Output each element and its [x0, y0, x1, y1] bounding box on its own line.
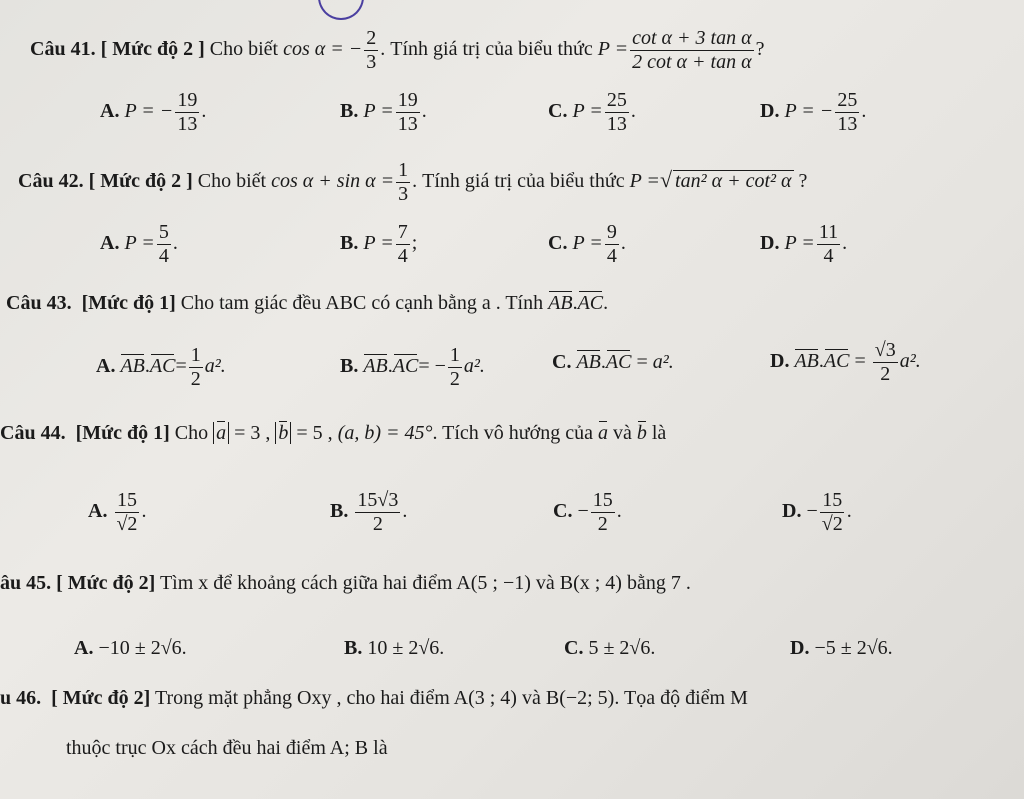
question-46-cont: thuộc trục Ox cách đều hai điểm A; B là — [66, 737, 388, 759]
option-a[interactable]: A. AB.AC= $\frac{1}{2}$ a². — [96, 344, 226, 390]
q-level: [ Mức độ 2 ] — [100, 38, 205, 61]
question-43: Câu 43. [Mức độ 1] Cho tam giác đều ABC có cạnh bằng a . Tính AB.AC. — [6, 292, 609, 314]
option-a[interactable]: A. $\frac{15}{√2}$ . — [88, 489, 147, 535]
option-b[interactable]: B. 10 ± 2√6. — [344, 637, 445, 659]
question-46: u 46. [ Mức độ 2] Trong mặt phẳng Oxy , cho hai điểm A(3 ; 4) và B(−2; 5). Tọa độ điểm M — [0, 687, 748, 709]
option-b[interactable]: B. P = $\frac{19}{13}$ . — [340, 89, 427, 135]
q-text: Cho biết — [209, 38, 279, 61]
option-c[interactable]: C. − $\frac{15}{2}$ . — [553, 489, 622, 535]
option-d[interactable]: D. P = − $\frac{25}{13}$ . — [760, 89, 867, 135]
option-a[interactable]: A. P = − $\frac{19}{13}$ . — [100, 89, 207, 135]
question-42: Câu 42. [ Mức độ 2 ] Cho biết cos α + sin α = $\frac{1}{3}$ . Tính giá trị của biểu thức P =√ tan² α + cot² α ? — [18, 159, 808, 205]
question-41: Câu 41. [ Mức độ 2 ] Cho biết cos α = − $\frac{2}{3}$ . Tính giá trị của biểu thức P = $\frac{\text{cot α + 3 tan α}}{\text{2 cot α + tan α}}$ ? — [30, 27, 765, 73]
option-c[interactable]: C. 5 ± 2√6. — [564, 637, 656, 659]
q-cond: cos α = − — [283, 38, 363, 61]
option-d[interactable]: D. P = $\frac{11}{4}$ . — [760, 221, 848, 267]
option-d[interactable]: D. AB.AC = $\frac{√3}{2}$ a². — [770, 339, 921, 385]
option-b[interactable]: B. AB.AC= − $\frac{1}{2}$ a². — [340, 344, 485, 390]
option-a[interactable]: A. −10 ± 2√6. — [74, 637, 187, 659]
q-text: . Tính giá trị của biểu thức — [380, 38, 593, 61]
question-44: Câu 44. [Mức độ 1] Cho a = 3 , b = 5 , (a, b) = 45°. Tích vô hướng của a và b là — [0, 422, 667, 444]
fraction: $\frac{2}{3}$ — [366, 27, 377, 73]
option-b[interactable]: B. P = $\frac{7}{4}$ ; — [340, 221, 418, 267]
option-c[interactable]: C. AB.AC = a². — [552, 351, 674, 373]
q-expr: P = — [597, 38, 629, 61]
question-45: âu 45. [ Mức độ 2] Tìm x để khoảng cách giữa hai điểm A(5 ; −1) và B(x ; 4) bằng 7 . — [0, 572, 691, 594]
fraction: $\frac{\text{cot α + 3 tan α}}{\text{2 cot α + tan α}}$ — [632, 27, 752, 73]
q-label: Câu 41. — [30, 38, 96, 61]
option-d[interactable]: D. −5 ± 2√6. — [790, 637, 893, 659]
option-d[interactable]: D. − $\frac{15}{√2}$ . — [782, 489, 852, 535]
option-a[interactable]: A. P = $\frac{5}{4}$ . — [100, 221, 178, 267]
option-c[interactable]: C. P = $\frac{9}{4}$ . — [548, 221, 626, 267]
option-c[interactable]: C. P = $\frac{25}{13}$ . — [548, 89, 636, 135]
option-b[interactable]: B. $\frac{15√3}{2}$ . — [330, 489, 408, 535]
pen-mark — [318, 0, 364, 20]
